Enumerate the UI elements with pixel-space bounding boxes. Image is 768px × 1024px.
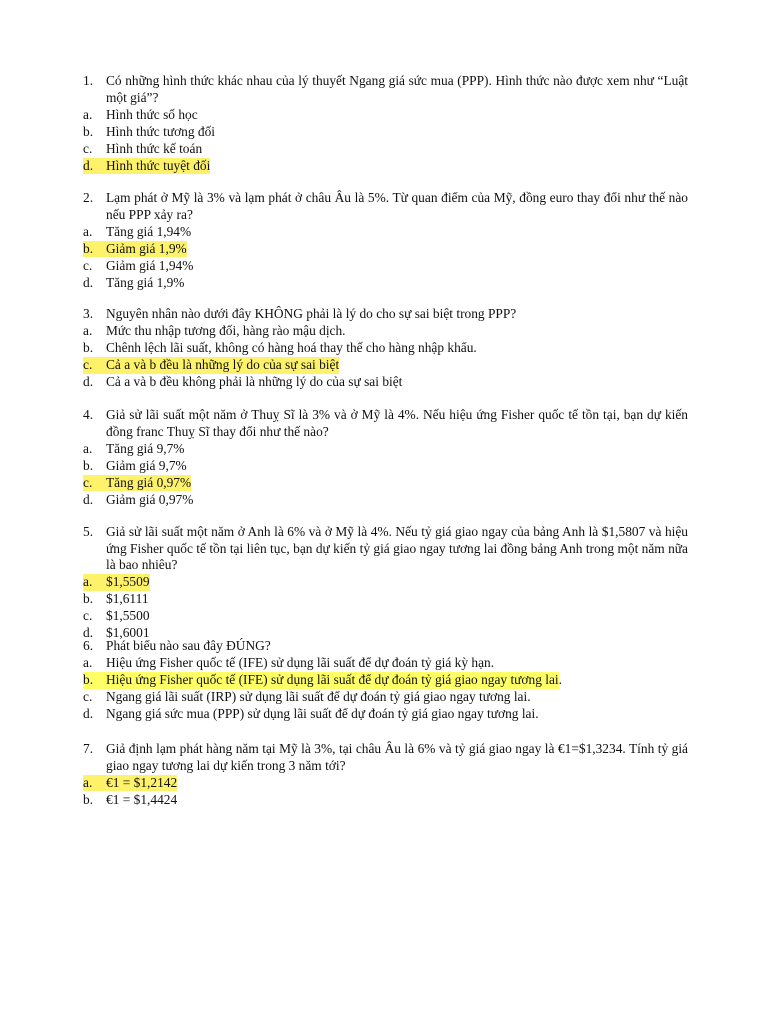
option-letter: c. <box>83 140 93 156</box>
option-letter: b. <box>83 457 94 473</box>
option-text: Hiệu ứng Fisher quốc tế (IFE) sử dụng lãi suất để dự đoán tỷ giá giao ngay tương lai <box>106 671 559 687</box>
question-number: 7. <box>83 741 94 756</box>
question-number: 5. <box>83 524 94 539</box>
option-text: Mức thu nhập tương đối, hàng rào mậu dịch. <box>106 322 346 338</box>
question-stem <box>83 190 688 223</box>
option-letter: c. <box>83 357 106 374</box>
option-b <box>83 458 688 475</box>
question-text: Giả định lạm phát hàng năm tại Mỹ là 3%, tại châu Âu là 6% và tỷ giá giao ngay là €1=$1,3234. Tính tỷ giá giao ngay tương lai dự kiến trong 3 năm tới? <box>106 741 688 773</box>
option-text: $1,5500 <box>106 608 150 624</box>
option-letter: b. <box>83 591 94 607</box>
option-letter: c. <box>83 688 93 704</box>
question-stem <box>83 741 688 774</box>
option-c <box>83 141 688 158</box>
option-c <box>83 689 688 706</box>
option-letter: a. <box>83 223 93 239</box>
option-letter: d. <box>83 491 94 507</box>
option-text: Cả a và b đều không phải là những lý do của sự sai biệt <box>106 373 403 389</box>
option-text: Ngang giá sức mua (PPP) sử dụng lãi suất để dự đoán tỷ giá giao ngay tương lai. <box>106 705 539 721</box>
option-d <box>83 275 688 292</box>
option-d <box>83 706 688 723</box>
question-5 <box>83 524 688 642</box>
option-text: Hình thức số học <box>106 106 198 122</box>
option-d-highlighted <box>83 158 688 175</box>
option-b-highlighted <box>83 241 688 258</box>
option-b <box>83 591 688 608</box>
option-text: Giảm giá 1,9% <box>106 240 187 256</box>
question-text: Phát biểu nào sau đây ĐÚNG? <box>106 638 271 653</box>
option-text: Tăng giá 1,94% <box>106 223 192 239</box>
option-letter: d. <box>83 158 106 175</box>
question-6 <box>83 638 688 723</box>
option-letter: c. <box>83 257 93 273</box>
option-letter: a. <box>83 322 93 338</box>
option-d <box>83 374 688 391</box>
question-stem <box>83 407 688 440</box>
option-text: Hình thức kế toán <box>106 140 203 156</box>
question-stem <box>83 306 688 323</box>
option-text: €1 = $1,4424 <box>106 791 178 807</box>
option-letter: b. <box>83 123 94 139</box>
option-letter: a. <box>83 440 93 456</box>
question-3 <box>83 306 688 391</box>
option-suffix: . <box>558 671 562 687</box>
question-number: 3. <box>83 306 94 321</box>
option-letter: b. <box>83 241 106 258</box>
question-text: Nguyên nhân nào dưới đây KHÔNG phải là lý do cho sự sai biệt trong PPP? <box>106 306 517 321</box>
question-stem <box>83 638 688 655</box>
option-text: Hình thức tương đối <box>106 123 216 139</box>
option-text: $1,6111 <box>106 591 149 607</box>
option-letter: a. <box>83 775 106 792</box>
question-number: 1. <box>83 73 94 88</box>
option-letter: d. <box>83 373 94 389</box>
question-number: 4. <box>83 407 94 422</box>
question-number: 6. <box>83 638 94 653</box>
option-letter: d. <box>83 274 94 290</box>
option-text: Cả a và b đều là những lý do của sự sai biệt <box>106 356 340 372</box>
option-b-highlighted <box>83 672 688 689</box>
option-d <box>83 492 688 509</box>
option-c-highlighted <box>83 357 688 374</box>
option-letter: a. <box>83 654 93 670</box>
option-text: Tăng giá 9,7% <box>106 440 185 456</box>
question-7 <box>83 741 688 808</box>
option-b <box>83 124 688 141</box>
question-stem <box>83 73 688 106</box>
option-letter: b. <box>83 339 94 355</box>
option-text: Tăng giá 0,97% <box>106 474 192 490</box>
option-letter: b. <box>83 672 106 689</box>
option-letter: c. <box>83 475 106 492</box>
option-text: Tăng giá 1,9% <box>106 274 185 290</box>
option-c-highlighted <box>83 475 688 492</box>
option-text: $1,5509 <box>106 574 150 590</box>
question-text: Lạm phát ở Mỹ là 3% và lạm phát ở châu Âu là 5%. Từ quan điểm của Mỹ, đồng euro thay đổi như thế nào nếu PPP xảy ra? <box>106 190 688 222</box>
question-text: Có những hình thức khác nhau của lý thuyết Ngang giá sức mua (PPP). Hình thức nào được xem như “Luật một giá”? <box>106 73 688 105</box>
option-letter: a. <box>83 106 93 122</box>
option-a <box>83 441 688 458</box>
option-text: Ngang giá lãi suất (IRP) sử dụng lãi suất để dự đoán tỷ giá giao ngay tương lai. <box>106 688 531 704</box>
option-text: Hiệu ứng Fisher quốc tế (IFE) sử dụng lãi suất để dự đoán tỷ giá kỳ hạn. <box>106 654 495 670</box>
question-2 <box>83 190 688 291</box>
question-stem <box>83 524 688 574</box>
option-c <box>83 258 688 275</box>
option-text: Giảm giá 1,94% <box>106 257 194 273</box>
option-text: €1 = $1,2142 <box>106 774 178 790</box>
option-a <box>83 655 688 672</box>
option-a <box>83 323 688 340</box>
option-c <box>83 608 688 625</box>
option-b <box>83 340 688 357</box>
option-text: Hình thức tuyệt đối <box>106 157 211 173</box>
question-1 <box>83 73 688 174</box>
question-number: 2. <box>83 190 94 205</box>
question-text: Giả sử lãi suất một năm ở Thuỵ Sĩ là 3% và ở Mỹ là 4%. Nếu hiệu ứng Fisher quốc tế tồn tại, bạn dự kiến đồng franc Thuỵ Sĩ thay đổi như thế nào? <box>106 407 688 439</box>
option-letter: d. <box>83 705 94 721</box>
option-letter: b. <box>83 791 94 807</box>
option-text: Giảm giá 9,7% <box>106 457 187 473</box>
question-4 <box>83 407 688 508</box>
option-b <box>83 792 688 809</box>
option-a <box>83 224 688 241</box>
option-a <box>83 107 688 124</box>
option-letter: d. <box>83 625 94 641</box>
option-a-highlighted <box>83 574 688 591</box>
option-letter: c. <box>83 608 93 624</box>
question-text: Giả sử lãi suất một năm ở Anh là 6% và ở Mỹ là 4%. Nếu tỷ giá giao ngay của bảng Anh là $1,5807 và hiệu ứng Fisher quốc tế tồn tại liên tục, bạn dự kiến tỷ giá giao ngay tương lai đồng bảng Anh trong một năm nữa là bao nhiêu? <box>106 524 688 573</box>
option-letter: a. <box>83 574 106 591</box>
option-a-highlighted <box>83 775 688 792</box>
option-text: Chênh lệch lãi suất, không có hàng hoá thay thế cho hàng nhập khẩu. <box>106 339 477 355</box>
option-text: $1,6001 <box>106 625 150 641</box>
option-text: Giảm giá 0,97% <box>106 491 194 507</box>
